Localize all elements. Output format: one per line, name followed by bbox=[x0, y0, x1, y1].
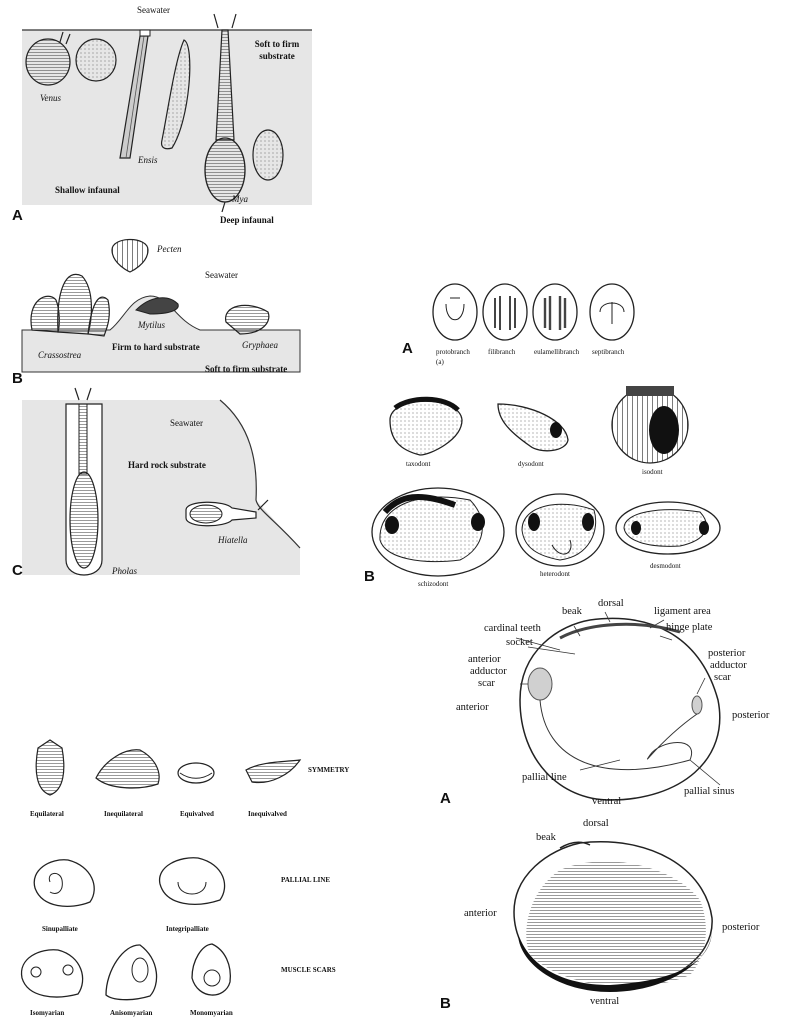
hinge-desmodont-label: desmodont bbox=[650, 562, 681, 570]
anatomy-exterior-shell bbox=[514, 842, 712, 992]
pallial-sinupalliate-label: Sinupalliate bbox=[42, 925, 78, 933]
anatomy-a-cardinal-teeth-label: cardinal teeth bbox=[484, 623, 541, 634]
anatomy-a-posterior-adductor-2: adductor bbox=[710, 660, 747, 671]
panel-1c-letter: C bbox=[12, 562, 23, 579]
gill-septibranch-label: septibranch bbox=[592, 348, 625, 356]
anatomy-a-anterior-adductor-3: scar bbox=[478, 678, 495, 689]
anatomy-b-ventral-label: ventral bbox=[590, 996, 620, 1007]
hinges-panel-letter: B bbox=[364, 568, 375, 585]
firm-hard-substrate-label: Firm to hard substrate bbox=[112, 342, 200, 352]
symmetry-inequivalved-label: Inequivalved bbox=[248, 810, 287, 818]
soft-firm-substrate-label: Soft to firm substrate bbox=[205, 364, 288, 374]
gill-note-label: (a) bbox=[436, 358, 444, 366]
hinge-taxodont bbox=[390, 399, 462, 455]
hinge-isodont bbox=[612, 386, 688, 463]
symmetry-title: SYMMETRY bbox=[308, 766, 350, 774]
anatomy-a-pallial-sinus-label: pallial sinus bbox=[684, 786, 735, 797]
gill-protobranch-label: protobranch bbox=[436, 348, 470, 356]
pallial-line-title: PALLIAL LINE bbox=[281, 876, 331, 884]
panel-1a-seawater-label: Seawater bbox=[137, 5, 170, 15]
hiatella-label: Hiatella bbox=[218, 535, 248, 545]
panel-1a-letter: A bbox=[12, 207, 23, 224]
symmetry-equivalved-label: Equivalved bbox=[180, 810, 214, 818]
hinge-desmodont bbox=[616, 502, 720, 554]
anatomy-b-beak-label: beak bbox=[536, 832, 556, 843]
shallow-infaunal-label: Shallow infaunal bbox=[55, 185, 120, 195]
pholas-label: Pholas bbox=[112, 566, 138, 576]
panel-1c-scene bbox=[22, 388, 300, 575]
crassostrea-shell bbox=[31, 274, 109, 336]
gill-protobranch bbox=[433, 284, 477, 340]
anatomy-a-anterior-adductor-1: anterior bbox=[468, 654, 501, 665]
anatomy-a-anterior-adductor-2: adductor bbox=[470, 666, 507, 677]
hinge-types bbox=[372, 386, 720, 576]
panel-1a-substrate-label: Soft to firm substrate bbox=[254, 39, 300, 61]
gryphaea-label: Gryphaea bbox=[242, 340, 278, 350]
ensis-label: Ensis bbox=[138, 155, 158, 165]
anatomy-b-posterior-label: posterior bbox=[722, 922, 760, 933]
hinge-heterodont-label: heterodont bbox=[540, 570, 570, 578]
anatomy-a-ventral-label: ventral bbox=[592, 796, 622, 807]
symmetry-equilateral-label: Equilateral bbox=[30, 810, 64, 818]
hinge-schizodont bbox=[372, 488, 504, 576]
anatomy-b-dorsal-label: dorsal bbox=[583, 818, 609, 829]
shell-feature-drawings bbox=[22, 740, 300, 1000]
crassostrea-label: Crassostrea bbox=[38, 350, 82, 360]
anatomy-b-anterior-label: anterior bbox=[464, 908, 497, 919]
anatomy-a-letter: A bbox=[440, 790, 451, 807]
deep-infaunal-label: Deep infaunal bbox=[220, 215, 274, 225]
gill-filibranch-label: filibranch bbox=[488, 348, 516, 356]
muscle-isomyarian-label: Isomyarian bbox=[30, 1009, 65, 1017]
pallial-integripalliate-label: Integripalliate bbox=[166, 925, 209, 933]
hinge-isodont-label: isodont bbox=[642, 468, 663, 476]
muscle-anisomyarian-label: Anisomyarian bbox=[110, 1009, 153, 1017]
hard-rock-label: Hard rock substrate bbox=[128, 460, 206, 470]
mytilus-label: Mytilus bbox=[138, 320, 165, 330]
anatomy-a-posterior-adductor-3: scar bbox=[714, 672, 731, 683]
gill-eulamellibranch bbox=[533, 284, 577, 340]
gill-filibranch bbox=[483, 284, 527, 340]
panel-1c-seawater-label: Seawater bbox=[170, 418, 203, 428]
anatomy-a-socket-label: socket bbox=[506, 637, 533, 648]
pecten-shell bbox=[112, 240, 148, 273]
muscle-scars-title: MUSCLE SCARS bbox=[281, 966, 336, 974]
anatomy-a-anterior-label: anterior bbox=[456, 702, 489, 713]
anatomy-a-beak-label: beak bbox=[562, 606, 582, 617]
anatomy-a-dorsal-label: dorsal bbox=[598, 598, 624, 609]
hinge-taxodont-label: taxodont bbox=[406, 460, 431, 468]
gills-panel-letter: A bbox=[402, 340, 413, 357]
anatomy-a-posterior-adductor-1: posterior bbox=[708, 648, 746, 659]
mya-label: Mya bbox=[232, 194, 248, 204]
venus-label: Venus bbox=[40, 93, 61, 103]
anatomy-a-pallial-line-label: pallial line bbox=[522, 772, 567, 783]
gill-types bbox=[433, 284, 634, 340]
hinge-heterodont bbox=[516, 494, 604, 566]
hinge-dysodont-label: dysodont bbox=[518, 460, 544, 468]
symmetry-inequilateral-label: Inequilateral bbox=[104, 810, 143, 818]
pecten-label: Pecten bbox=[157, 244, 182, 254]
anatomy-a-posterior-label: posterior bbox=[732, 710, 770, 721]
hinge-dysodont bbox=[498, 404, 568, 451]
panel-1b-seawater-label: Seawater bbox=[205, 270, 238, 280]
anatomy-a-hinge-plate-label: hinge plate bbox=[666, 622, 713, 633]
gill-septibranch bbox=[590, 284, 634, 340]
anatomy-b-letter: B bbox=[440, 995, 451, 1012]
muscle-monomyarian-label: Monomyarian bbox=[190, 1009, 233, 1017]
panel-1b-letter: B bbox=[12, 370, 23, 387]
anatomy-a-ligament-label: ligament area bbox=[654, 606, 711, 617]
gill-eulamellibranch-label: eulamellibranch bbox=[534, 348, 580, 356]
hinge-schizodont-label: schizodont bbox=[418, 580, 449, 588]
